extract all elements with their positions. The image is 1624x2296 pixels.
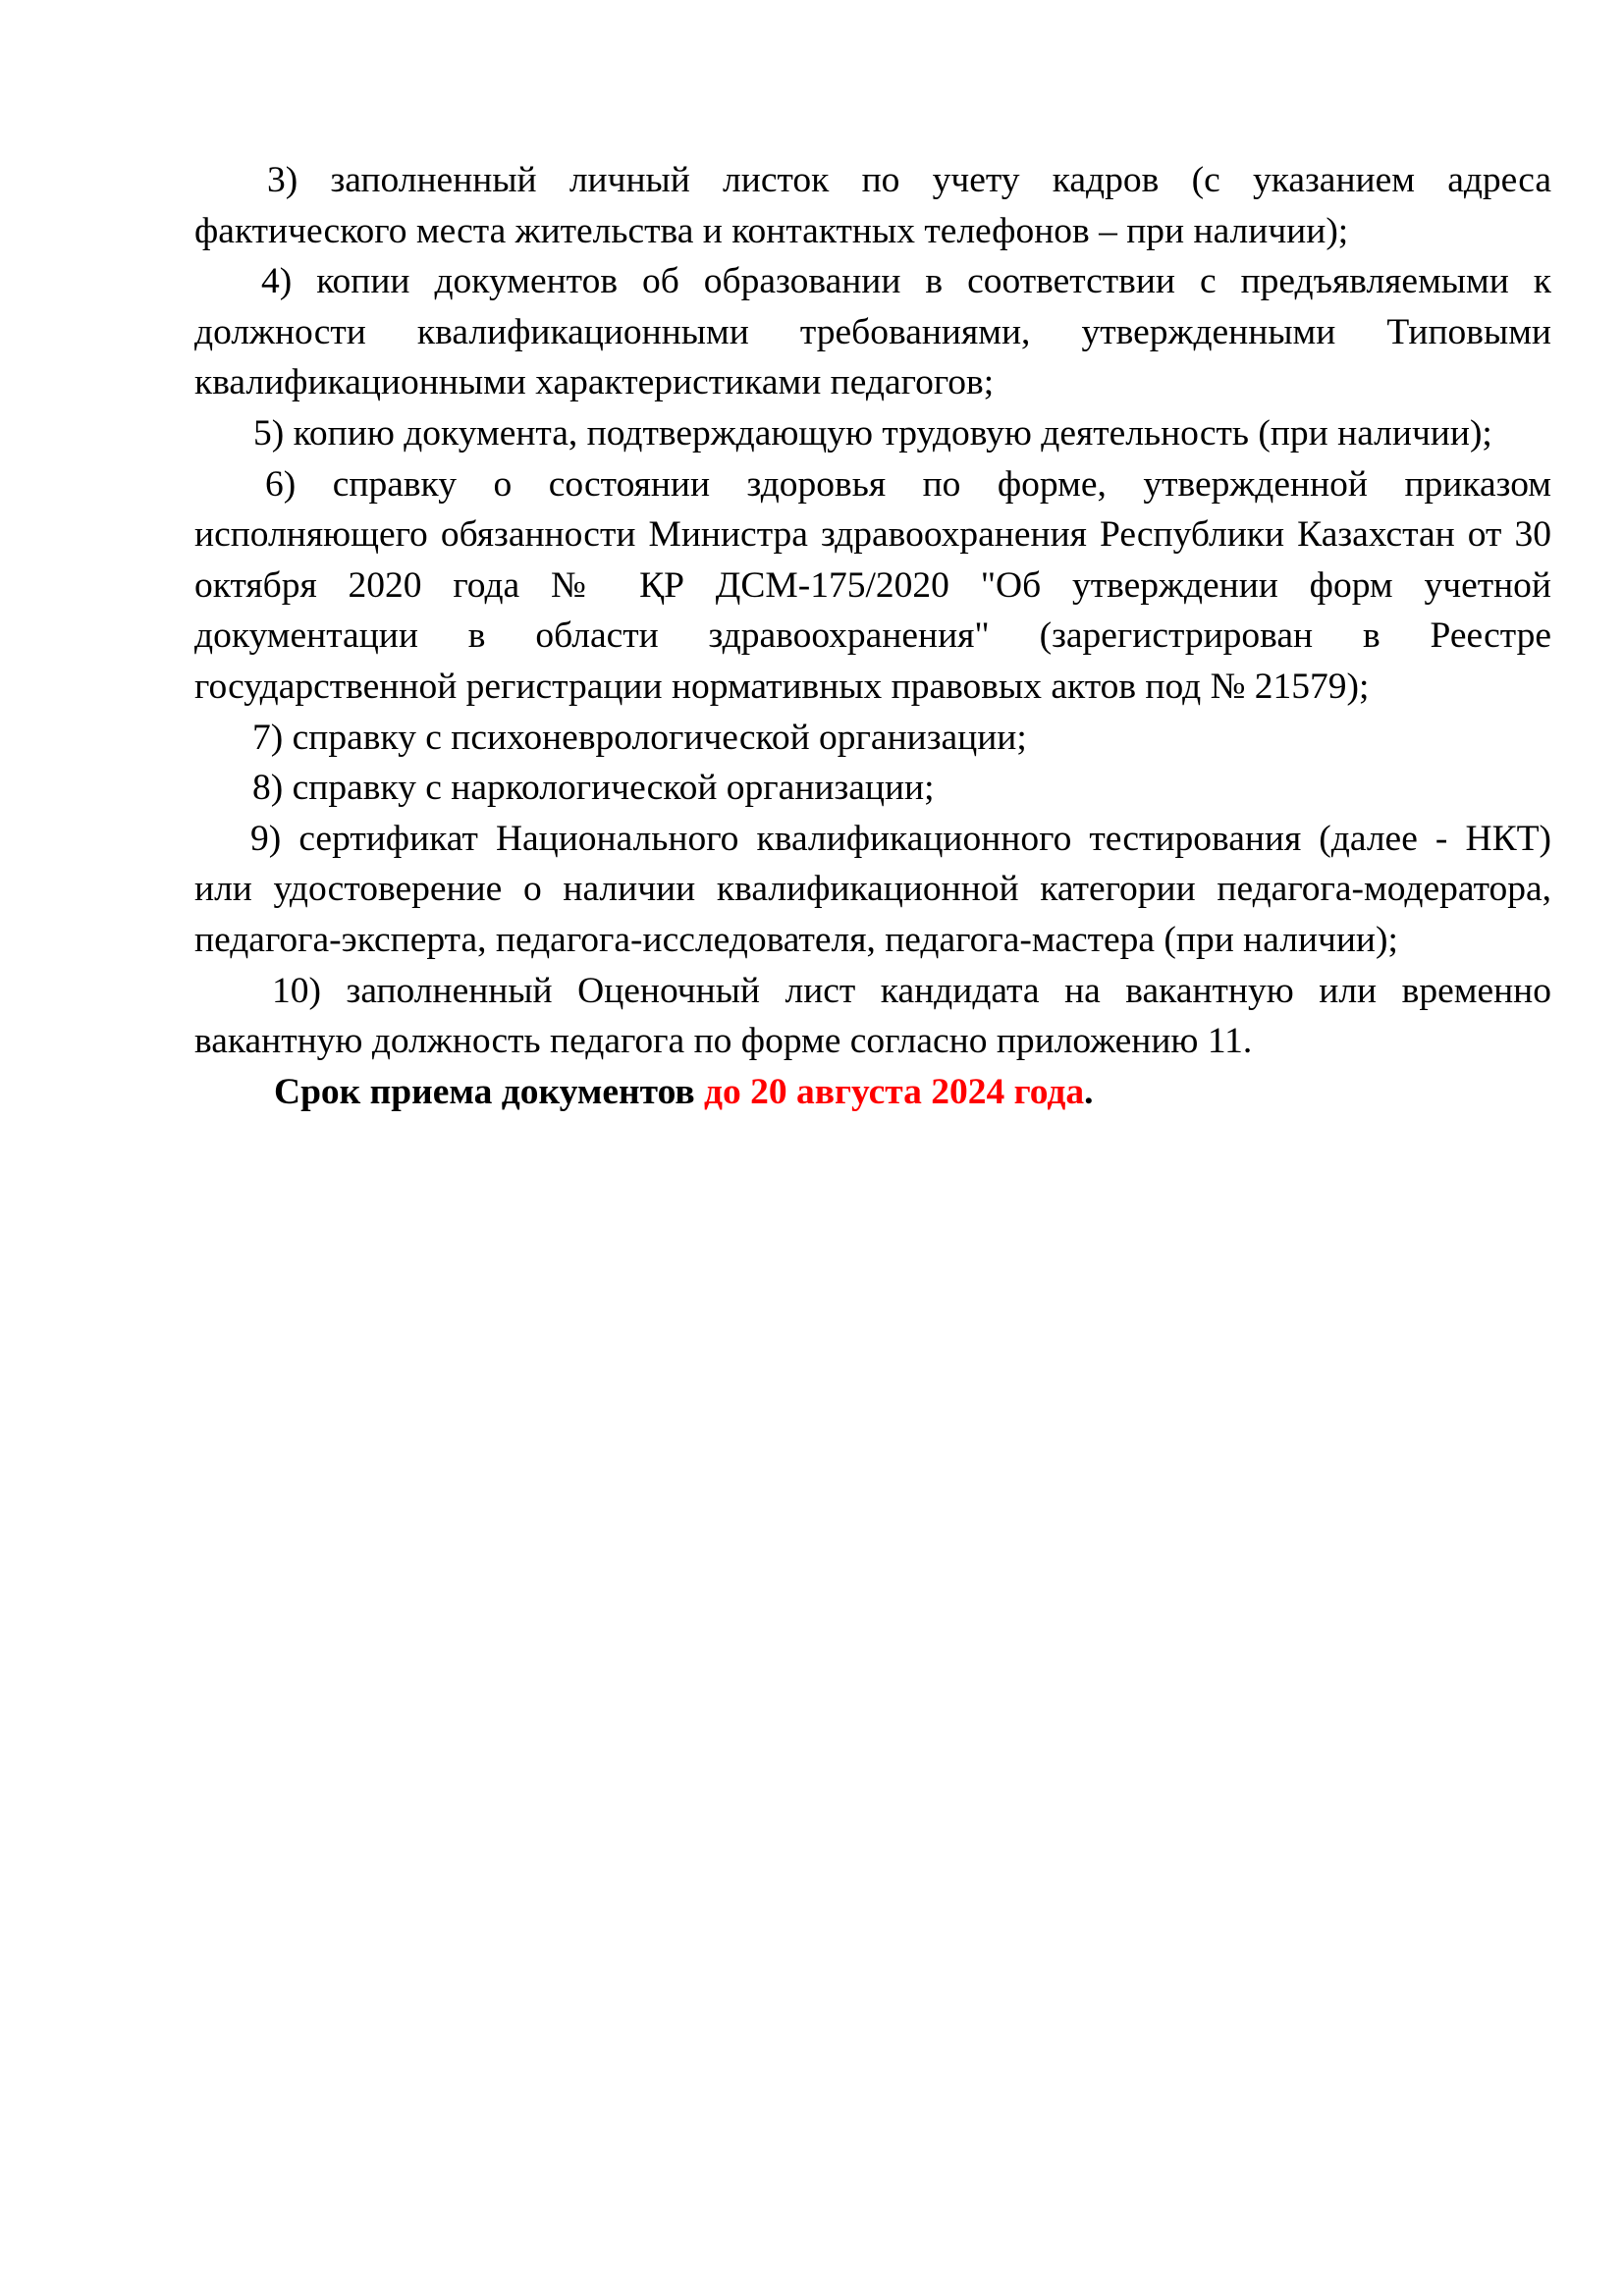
list-item-6: 6) справку о состоянии здоровья по форме, утвержденной приказом исполняющего обязанности Министра здравоохранения Республики Казахстан от 30 октября 2020 года № ҚР ДСМ-175/2020 "Об утверждении форм учетной документации в области здравоохранения" (зарегистрирован в Реестре государственной регистрации нормативных правовых актов под № 21579); <box>194 463 1551 707</box>
list-item-10: 10) заполненный Оценочный лист кандидата на вакантную или временно вакантную должность педагога по форме согласно приложению 11. <box>194 970 1551 1062</box>
list-item-5: 5) копию документа, подтверждающую трудовую деятельность (при наличии); <box>253 412 1492 454</box>
list-item-4: 4) копии документов об образовании в соответствии с предъявляемыми к должности квалификационными требованиями, утвержденными Типовыми квалификационными характеристиками педагогов; <box>194 261 1551 403</box>
list-item-7: 7) справку с психоневрологической организации; <box>252 717 1027 758</box>
list-item-9: 9) сертификат Национального квалификационного тестирования (далее - НКТ) или удостоверение о наличии квалификационной категории педагога-модератора, педагога-эксперта, педагога-исследователя, педагога-мастера (при наличии); <box>194 818 1551 960</box>
list-item-8: 8) справку с наркологической организации; <box>252 768 935 809</box>
deadline-label: Срок приема документов <box>274 1071 705 1112</box>
document-body <box>194 155 1551 1117</box>
deadline-period: . <box>1084 1071 1094 1112</box>
deadline-line <box>194 1067 1551 1118</box>
deadline-date: до 20 августа 2024 года <box>704 1071 1085 1112</box>
list-item-3: 3) заполненный личный листок по учету кадров (с указанием адреса фактического места жительства и контактных телефонов – при наличии); <box>194 160 1551 251</box>
